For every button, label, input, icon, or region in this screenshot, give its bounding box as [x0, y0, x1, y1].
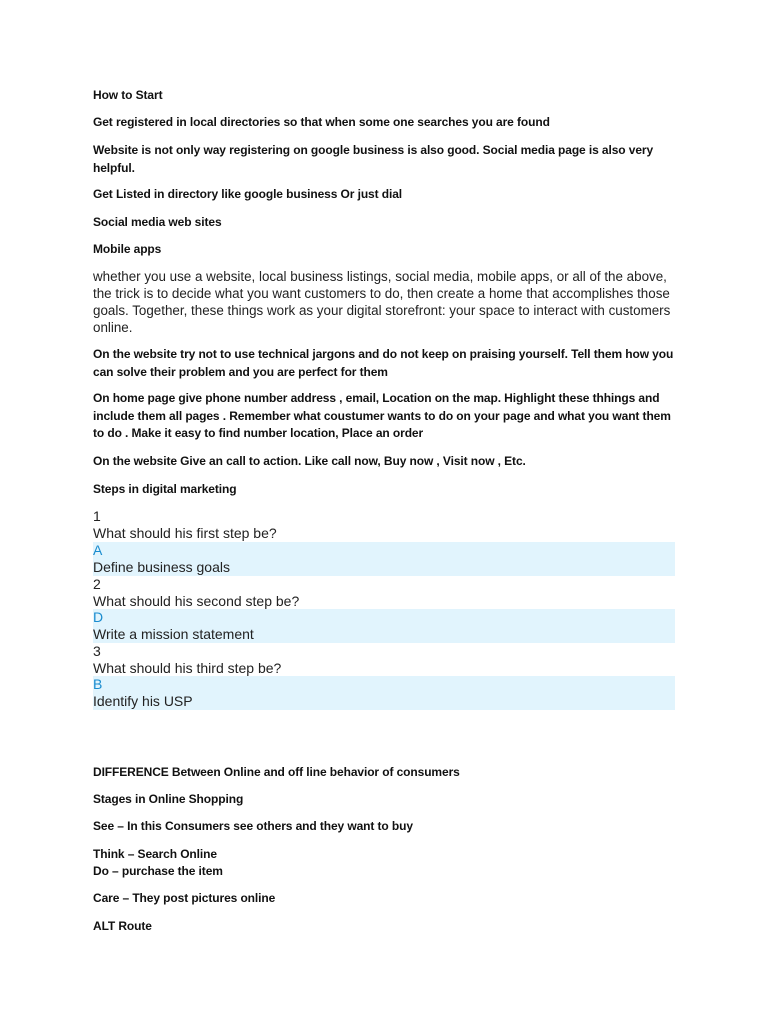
answer-text: Define business goals [93, 558, 230, 575]
paragraph-website-not-only-way: Website is not only way registering on google business is also good. Social media page is also very helpful. [93, 143, 654, 175]
question-number: 2 [93, 576, 101, 592]
heading-alt-route: ALT Route [93, 919, 152, 933]
heading-steps-digital-marketing: Steps in digital marketing [93, 482, 237, 496]
answer-text: Write a mission statement [93, 625, 254, 642]
answer-letter: B [93, 676, 103, 692]
question-number: 1 [93, 508, 101, 524]
answer-letter: A [93, 542, 103, 558]
paragraph-think-stage: Think – Search Online [93, 847, 217, 861]
paragraph-care-stage: Care – They post pictures online [93, 891, 276, 905]
paragraph-mobile-apps: Mobile apps [93, 242, 162, 256]
paragraph-see-stage: See – In this Consumers see others and they want to buy [93, 819, 413, 833]
paragraph-technical-jargons: On the website try not to use technical jargons and do not keep on praising yourself. Tell them how you can solve their problem and you are perfect for them [93, 347, 674, 379]
paragraph-do-stage: Do – purchase the item [93, 864, 223, 878]
paragraph-get-listed: Get Listed in directory like google business Or just dial [93, 187, 403, 201]
question-number: 3 [93, 643, 101, 659]
paragraph-digital-storefront: whether you use a website, local business listings, social media, mobile apps, or all of the above, the trick is to decide what you want customers to do, then create a home that accomplishes those goals. Together, these things work as your digital storefront: your space to interact with customers online. [93, 269, 671, 335]
answer-text: Identify his USP [93, 692, 193, 709]
question-text: What should his third step be? [93, 659, 282, 676]
paragraph-call-to-action: On the website Give an call to action. Like call now, Buy now , Visit now , Etc. [93, 454, 526, 468]
answer-letter: D [93, 609, 104, 625]
heading-difference-online-offline: DIFFERENCE Between Online and off line behavior of consumers [93, 765, 460, 779]
question-2 [93, 576, 675, 610]
heading-stages-online-shopping: Stages in Online Shopping [93, 792, 244, 806]
question-text: What should his second step be? [93, 592, 300, 609]
question-text: What should his first step be? [93, 524, 277, 541]
answer-1 [93, 542, 675, 576]
paragraph-get-registered: Get registered in local directories so that when some one searches you are found [93, 115, 550, 129]
answer-2 [93, 609, 675, 643]
paragraph-social-media-sites: Social media web sites [93, 215, 222, 229]
paragraph-home-page: On home page give phone number address , email, Location on the map. Highlight these thhings and include them all pages . Remember what coustumer wants to do on your page and what you want them to do . Make it easy to find number location, Place an order [93, 391, 671, 440]
heading-how-to-start: How to Start [93, 88, 163, 102]
answer-3 [93, 676, 675, 710]
question-3 [93, 643, 675, 677]
question-1 [93, 508, 675, 542]
